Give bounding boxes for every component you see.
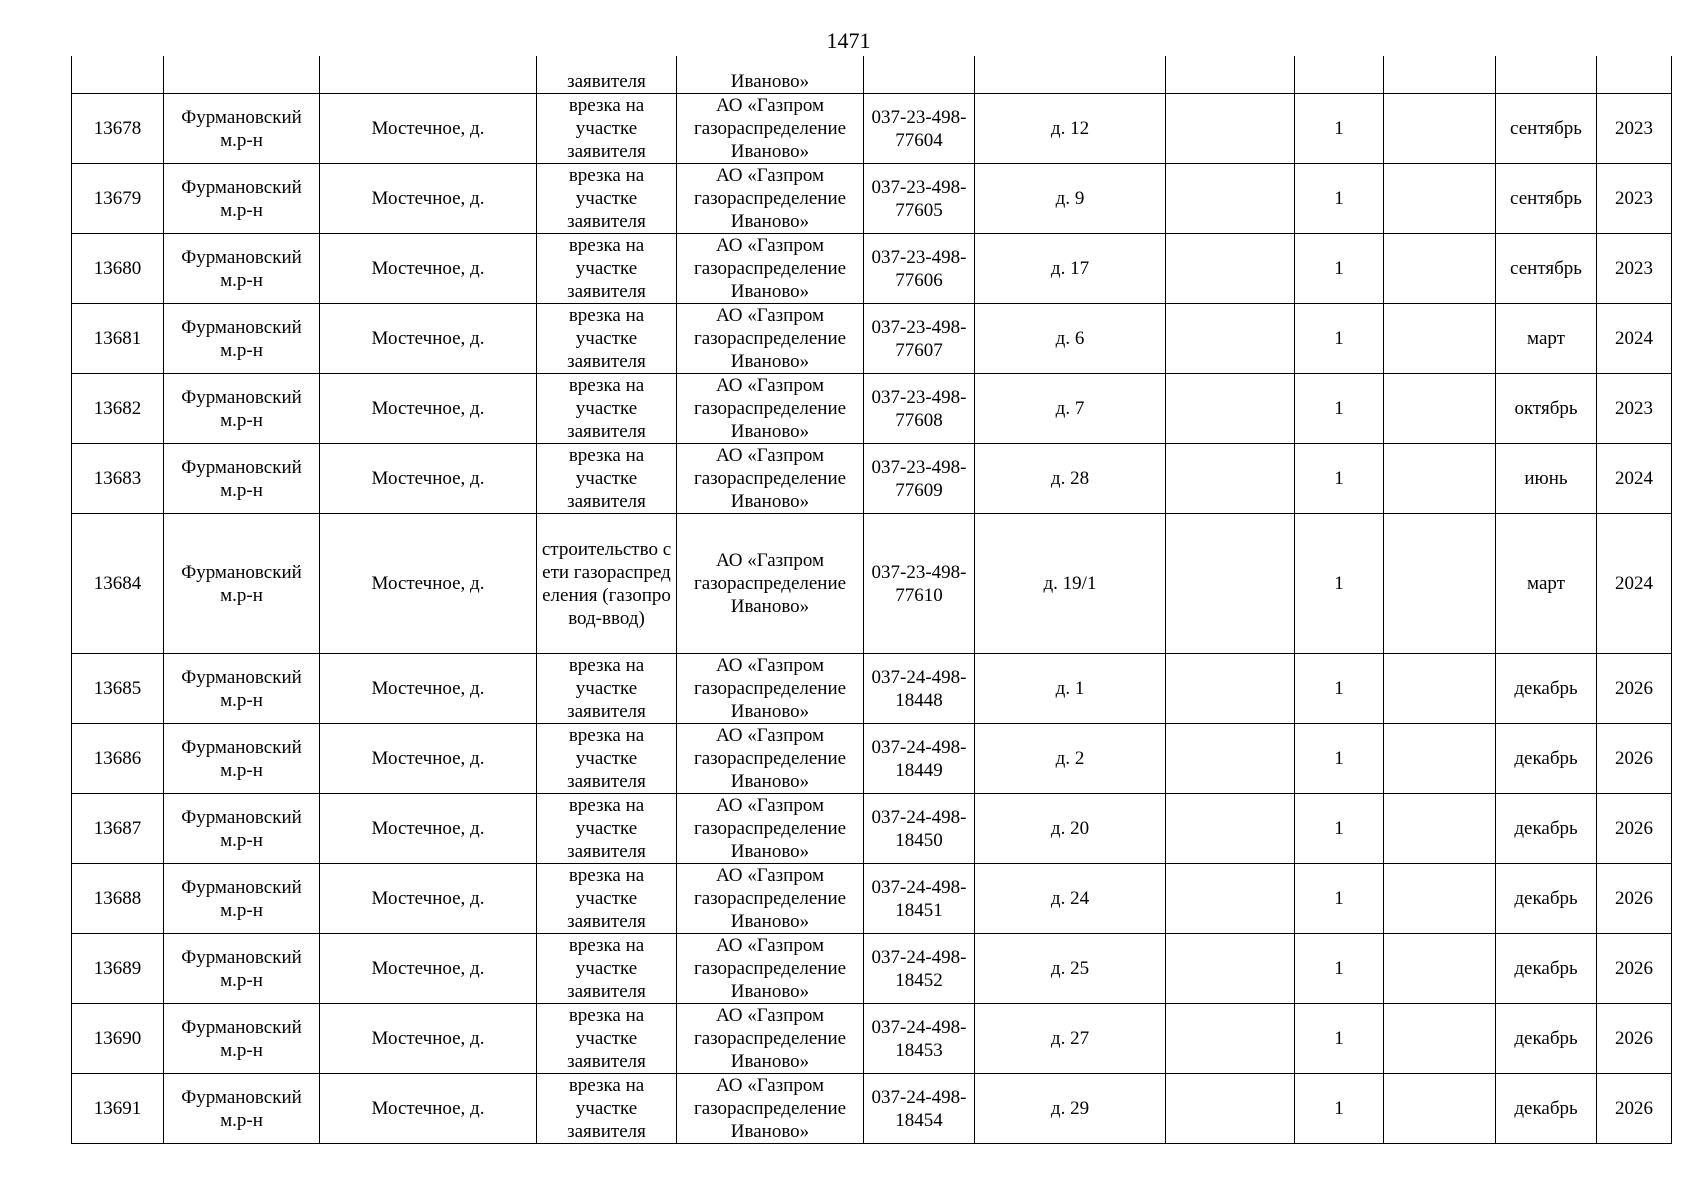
cell-count: 1	[1295, 304, 1384, 374]
cell-empty	[1166, 94, 1295, 164]
cell-district: Фурмановский м.р-н	[164, 934, 320, 1004]
table-row	[72, 514, 1672, 654]
cell-year: 2024	[1597, 304, 1672, 374]
cell-address: д. 20	[975, 794, 1166, 864]
cell-organization: АО «Газпром газораспределение Иваново»	[677, 234, 864, 304]
cell-year: 2026	[1597, 654, 1672, 724]
cell-empty	[1166, 794, 1295, 864]
cell-empty	[1166, 304, 1295, 374]
cell-year: 2026	[1597, 1074, 1672, 1144]
cell-month: март	[1496, 304, 1597, 374]
cell-empty	[1384, 514, 1496, 654]
cell-work-type: врезка на участке заявителя	[537, 864, 677, 934]
cell-district	[164, 56, 320, 94]
cell-address: д. 7	[975, 374, 1166, 444]
cell-address: д. 17	[975, 234, 1166, 304]
cell-empty	[1166, 164, 1295, 234]
cell-work-type: врезка на участке заявителя	[537, 654, 677, 724]
cell-organization: АО «Газпром газораспределение Иваново»	[677, 724, 864, 794]
cell-code: 037-24-498-18451	[864, 864, 975, 934]
cell-empty	[1166, 444, 1295, 514]
cell-id	[72, 56, 164, 94]
table-row	[72, 654, 1672, 724]
cell-address: д. 1	[975, 654, 1166, 724]
table-row	[72, 234, 1672, 304]
cell-id: 13685	[72, 654, 164, 724]
cell-id: 13678	[72, 94, 164, 164]
gasification-table	[71, 56, 1672, 1144]
cell-empty	[1166, 934, 1295, 1004]
cell-district: Фурмановский м.р-н	[164, 164, 320, 234]
cell-empty	[1166, 1074, 1295, 1144]
cell-id: 13681	[72, 304, 164, 374]
cell-work-type: врезка на участке заявителя	[537, 304, 677, 374]
cell-empty	[1384, 654, 1496, 724]
cell-district: Фурмановский м.р-н	[164, 1004, 320, 1074]
cell-count: 1	[1295, 1074, 1384, 1144]
cell-id: 13691	[72, 1074, 164, 1144]
cell-count: 1	[1295, 864, 1384, 934]
cell-id: 13683	[72, 444, 164, 514]
cell-empty	[1384, 234, 1496, 304]
cell-district: Фурмановский м.р-н	[164, 654, 320, 724]
cell-year: 2023	[1597, 374, 1672, 444]
cell-work-type: врезка на участке заявителя	[537, 444, 677, 514]
cell-month: декабрь	[1496, 934, 1597, 1004]
cell-year: 2023	[1597, 164, 1672, 234]
cell-settlement: Мостечное, д.	[320, 514, 537, 654]
cell-id: 13686	[72, 724, 164, 794]
cell-empty	[1384, 56, 1496, 94]
cell-empty	[1384, 304, 1496, 374]
cell-month: декабрь	[1496, 864, 1597, 934]
cell-settlement: Мостечное, д.	[320, 374, 537, 444]
cell-year	[1597, 56, 1672, 94]
cell-month: сентябрь	[1496, 94, 1597, 164]
cell-code: 037-24-498-18452	[864, 934, 975, 1004]
cell-address: д. 29	[975, 1074, 1166, 1144]
cell-settlement	[320, 56, 537, 94]
cell-empty	[1384, 164, 1496, 234]
cell-code: 037-23-498-77604	[864, 94, 975, 164]
cell-year: 2026	[1597, 864, 1672, 934]
cell-year: 2024	[1597, 514, 1672, 654]
cell-empty	[1166, 56, 1295, 94]
cell-settlement: Мостечное, д.	[320, 234, 537, 304]
cell-empty	[1166, 374, 1295, 444]
cell-address: д. 6	[975, 304, 1166, 374]
cell-district: Фурмановский м.р-н	[164, 794, 320, 864]
cell-code	[864, 56, 975, 94]
cell-district: Фурмановский м.р-н	[164, 444, 320, 514]
cell-organization: АО «Газпром газораспределение Иваново»	[677, 864, 864, 934]
cell-settlement: Мостечное, д.	[320, 1074, 537, 1144]
cell-organization: АО «Газпром газораспределение Иваново»	[677, 794, 864, 864]
cell-count: 1	[1295, 794, 1384, 864]
cell-year: 2026	[1597, 1004, 1672, 1074]
cell-month: декабрь	[1496, 794, 1597, 864]
cell-address: д. 9	[975, 164, 1166, 234]
cell-empty	[1384, 444, 1496, 514]
cell-organization: АО «Газпром газораспределение Иваново»	[677, 1074, 864, 1144]
cell-code: 037-23-498-77609	[864, 444, 975, 514]
cell-id: 13690	[72, 1004, 164, 1074]
cell-empty	[1166, 864, 1295, 934]
cell-work-type: врезка на участке заявителя	[537, 724, 677, 794]
table-row	[72, 1004, 1672, 1074]
cell-count: 1	[1295, 724, 1384, 794]
cell-work-type: врезка на участке заявителя	[537, 1004, 677, 1074]
cell-district: Фурмановский м.р-н	[164, 374, 320, 444]
cell-settlement: Мостечное, д.	[320, 1004, 537, 1074]
cell-month: октябрь	[1496, 374, 1597, 444]
cell-district: Фурмановский м.р-н	[164, 304, 320, 374]
cell-year: 2026	[1597, 934, 1672, 1004]
cell-address: д. 27	[975, 1004, 1166, 1074]
table-row	[72, 164, 1672, 234]
table-row	[72, 864, 1672, 934]
cell-code: 037-24-498-18449	[864, 724, 975, 794]
cell-work-type: заявителя	[537, 56, 677, 94]
table-row	[72, 724, 1672, 794]
cell-work-type: врезка на участке заявителя	[537, 94, 677, 164]
cell-code: 037-23-498-77606	[864, 234, 975, 304]
cell-organization: Иваново»	[677, 56, 864, 94]
cell-count: 1	[1295, 934, 1384, 1004]
cell-month: март	[1496, 514, 1597, 654]
page-number: 1471	[826, 28, 871, 53]
cell-empty	[1166, 724, 1295, 794]
cell-code: 037-23-498-77605	[864, 164, 975, 234]
cell-empty	[1384, 94, 1496, 164]
cell-count	[1295, 56, 1384, 94]
cell-month: июнь	[1496, 444, 1597, 514]
cell-id: 13679	[72, 164, 164, 234]
cell-settlement: Мостечное, д.	[320, 794, 537, 864]
cell-count: 1	[1295, 654, 1384, 724]
cell-organization: АО «Газпром газораспределение Иваново»	[677, 654, 864, 724]
cell-settlement: Мостечное, д.	[320, 654, 537, 724]
cell-empty	[1384, 1074, 1496, 1144]
cell-settlement: Мостечное, д.	[320, 304, 537, 374]
cell-month: декабрь	[1496, 724, 1597, 794]
cell-district: Фурмановский м.р-н	[164, 864, 320, 934]
cell-year: 2024	[1597, 444, 1672, 514]
cell-month: декабрь	[1496, 1074, 1597, 1144]
cell-count: 1	[1295, 234, 1384, 304]
cell-code: 037-23-498-77610	[864, 514, 975, 654]
continuation-row	[72, 56, 1672, 94]
cell-work-type: врезка на участке заявителя	[537, 1074, 677, 1144]
cell-count: 1	[1295, 164, 1384, 234]
cell-year: 2026	[1597, 724, 1672, 794]
cell-empty	[1166, 654, 1295, 724]
cell-work-type: врезка на участке заявителя	[537, 794, 677, 864]
cell-count: 1	[1295, 514, 1384, 654]
cell-work-type: врезка на участке заявителя	[537, 234, 677, 304]
cell-count: 1	[1295, 94, 1384, 164]
cell-count: 1	[1295, 444, 1384, 514]
table-row	[72, 94, 1672, 164]
cell-empty	[1384, 374, 1496, 444]
cell-work-type: врезка на участке заявителя	[537, 164, 677, 234]
cell-empty	[1384, 794, 1496, 864]
cell-id: 13680	[72, 234, 164, 304]
cell-code: 037-24-498-18454	[864, 1074, 975, 1144]
cell-code: 037-24-498-18453	[864, 1004, 975, 1074]
cell-organization: АО «Газпром газораспределение Иваново»	[677, 374, 864, 444]
cell-year: 2026	[1597, 794, 1672, 864]
cell-address	[975, 56, 1166, 94]
cell-work-type: врезка на участке заявителя	[537, 934, 677, 1004]
cell-empty	[1384, 864, 1496, 934]
cell-district: Фурмановский м.р-н	[164, 1074, 320, 1144]
cell-address: д. 25	[975, 934, 1166, 1004]
cell-district: Фурмановский м.р-н	[164, 234, 320, 304]
cell-month	[1496, 56, 1597, 94]
cell-work-type: врезка на участке заявителя	[537, 374, 677, 444]
cell-empty	[1166, 1004, 1295, 1074]
cell-id: 13687	[72, 794, 164, 864]
cell-month: сентябрь	[1496, 234, 1597, 304]
cell-code: 037-24-498-18450	[864, 794, 975, 864]
cell-address: д. 28	[975, 444, 1166, 514]
table-row	[72, 934, 1672, 1004]
cell-address: д. 2	[975, 724, 1166, 794]
table-row	[72, 304, 1672, 374]
cell-settlement: Мостечное, д.	[320, 94, 537, 164]
cell-id: 13682	[72, 374, 164, 444]
cell-id: 13689	[72, 934, 164, 1004]
cell-settlement: Мостечное, д.	[320, 724, 537, 794]
cell-empty	[1384, 1004, 1496, 1074]
cell-organization: АО «Газпром газораспределение Иваново»	[677, 514, 864, 654]
cell-organization: АО «Газпром газораспределение Иваново»	[677, 304, 864, 374]
cell-organization: АО «Газпром газораспределение Иваново»	[677, 444, 864, 514]
cell-year: 2023	[1597, 94, 1672, 164]
cell-month: сентябрь	[1496, 164, 1597, 234]
cell-organization: АО «Газпром газораспределение Иваново»	[677, 1004, 864, 1074]
cell-code: 037-24-498-18448	[864, 654, 975, 724]
cell-organization: АО «Газпром газораспределение Иваново»	[677, 934, 864, 1004]
cell-organization: АО «Газпром газораспределение Иваново»	[677, 94, 864, 164]
cell-code: 037-23-498-77608	[864, 374, 975, 444]
cell-work-type: строительство сети газораспределения (газопровод-ввод)	[537, 514, 677, 654]
table-row	[72, 794, 1672, 864]
cell-district: Фурмановский м.р-н	[164, 514, 320, 654]
cell-empty	[1166, 514, 1295, 654]
cell-address: д. 19/1	[975, 514, 1166, 654]
table-row	[72, 1074, 1672, 1144]
cell-empty	[1166, 234, 1295, 304]
cell-address: д. 12	[975, 94, 1166, 164]
cell-month: декабрь	[1496, 654, 1597, 724]
cell-empty	[1384, 934, 1496, 1004]
cell-settlement: Мостечное, д.	[320, 164, 537, 234]
cell-organization: АО «Газпром газораспределение Иваново»	[677, 164, 864, 234]
cell-settlement: Мостечное, д.	[320, 444, 537, 514]
table-row	[72, 374, 1672, 444]
cell-count: 1	[1295, 1004, 1384, 1074]
cell-id: 13684	[72, 514, 164, 654]
cell-empty	[1384, 724, 1496, 794]
cell-settlement: Мостечное, д.	[320, 934, 537, 1004]
cell-settlement: Мостечное, д.	[320, 864, 537, 934]
cell-count: 1	[1295, 374, 1384, 444]
cell-code: 037-23-498-77607	[864, 304, 975, 374]
cell-year: 2023	[1597, 234, 1672, 304]
cell-month: декабрь	[1496, 1004, 1597, 1074]
cell-address: д. 24	[975, 864, 1166, 934]
cell-district: Фурмановский м.р-н	[164, 724, 320, 794]
table-row	[72, 444, 1672, 514]
cell-district: Фурмановский м.р-н	[164, 94, 320, 164]
cell-id: 13688	[72, 864, 164, 934]
